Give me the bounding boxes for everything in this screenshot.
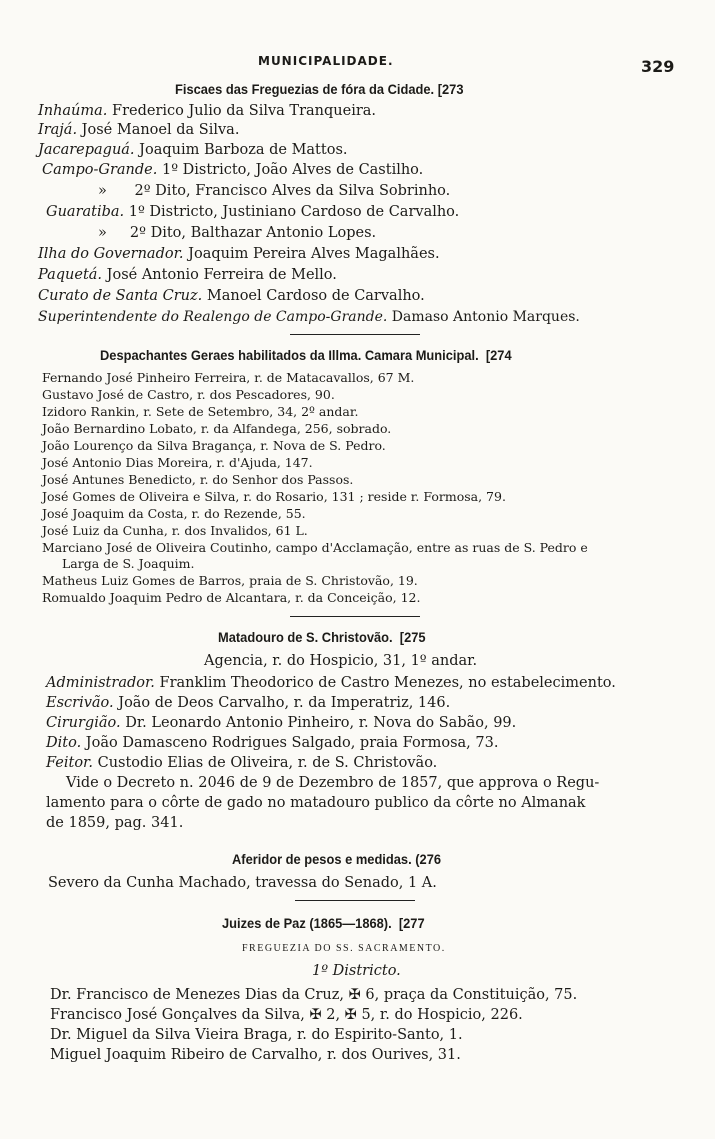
section-275-title: Matadouro de S. Christovão. [275 — [218, 629, 426, 645]
entry-273-9: Paquetá. José Antonio Ferreira de Mello. — [38, 267, 337, 283]
entry-275-4: Dito. João Damasceno Rodrigues Salgado, praia Formosa, 73. — [46, 735, 499, 751]
entry-275-1: Administrador. Franklim Theodorico de Castro Menezes, no estabelecimento. — [46, 675, 616, 691]
entry-274-7: José Antunes Benedicto, r. do Senhor dos Passos. — [42, 472, 354, 487]
section-274-number: [274 — [485, 347, 512, 363]
page-number: 329 — [641, 57, 675, 76]
section-273-number: [273 — [437, 81, 464, 97]
entry-275-3: Cirurgião. Dr. Leonardo Antonio Pinheiro, r. Nova do Sabão, 99. — [46, 715, 517, 731]
section-274-title: Despachantes Geraes habilitados da Illma. Camara Municipal. [274 — [100, 347, 512, 363]
entry-273-4: Campo-Grande. 1º Districto, João Alves de Castilho. — [42, 162, 424, 178]
entry-274-11: Marciano José de Oliveira Coutinho, campo d'Acclamação, entre as ruas de S. Pedro e — [42, 540, 588, 555]
entry-275-5: Feitor. Custodio Elias de Oliveira, r. de S. Christovão. — [46, 755, 438, 771]
entry-273-8: Ilha do Governador. Joaquim Pereira Alves Magalhães. — [38, 246, 440, 262]
divider-1 — [290, 334, 420, 335]
entry-273-2: Irajá. José Manoel da Silva. — [38, 122, 240, 138]
parish-heading: FREGUEZIA DO SS. SACRAMENTO. — [242, 943, 446, 954]
note-275-line-1: Vide o Decreto n. 2046 de 9 de Dezembro de 1857, que approva o Regu- — [66, 775, 600, 791]
entry-274-2: Gustavo José de Castro, r. dos Pescadores, 90. — [42, 387, 335, 402]
section-276-title: Aferidor de pesos e medidas. (276 — [232, 851, 442, 867]
entry-277-1: Dr. Francisco de Menezes Dias da Cruz, ✠ 6, praça da Constituição, 75. — [50, 987, 578, 1003]
entry-277-4: Miguel Joaquim Ribeiro de Carvalho, r. dos Ourives, 31. — [50, 1047, 461, 1063]
entry-277-3: Dr. Miguel da Silva Vieira Braga, r. do Espirito-Santo, 1. — [50, 1027, 463, 1043]
entry-274-10: José Luiz da Cunha, r. dos Invalidos, 61 L. — [42, 523, 308, 538]
entry-274-6: José Antonio Dias Moreira, r. d'Ajuda, 147. — [42, 455, 313, 470]
entry-273-3: Jacarepaguá. Joaquim Barboza de Mattos. — [38, 142, 348, 158]
section-277-title: Juizes de Paz (1865—1868). [277 — [222, 915, 425, 931]
entry-274-1: Fernando José Pinheiro Ferreira, r. de Matacavallos, 67 M. — [42, 370, 415, 385]
entry-276-1: Severo da Cunha Machado, travessa do Senado, 1 A. — [48, 875, 437, 891]
entry-274-8: José Gomes de Oliveira e Silva, r. do Rosario, 131 ; reside r. Formosa, 79. — [42, 489, 506, 504]
running-title: MUNICIPALIDADE. — [258, 54, 394, 68]
district-heading: 1º Districto. — [312, 963, 401, 979]
entry-274-3: Izidoro Rankin, r. Sete de Setembro, 34, 2º andar. — [42, 404, 359, 419]
section-277-number: [277 — [398, 915, 425, 931]
entry-274-13: Romualdo Joaquim Pedro de Alcantara, r. da Conceição, 12. — [42, 590, 421, 605]
section-276-number: (276 — [415, 851, 442, 867]
note-275-line-2: lamento para o côrte de gado no matadouro publico da côrte no Almanak — [46, 795, 586, 811]
entry-274-12: Matheus Luiz Gomes de Barros, praia de S. Christovão, 19. — [42, 573, 418, 588]
entry-273-6: Guaratiba. 1º Districto, Justiniano Cardoso de Carvalho. — [46, 204, 460, 220]
note-275-line-3: de 1859, pag. 341. — [46, 815, 184, 831]
section-273-title: Fiscaes das Freguezias de fóra da Cidade. [273 — [175, 81, 464, 97]
entry-274-9: José Joaquim da Costa, r. do Rezende, 55. — [42, 506, 306, 521]
entry-273-1: Inhaúma. Frederico Julio da Silva Tranqueira. — [38, 103, 377, 119]
entry-274-5: João Lourenço da Silva Bragança, r. Nova de S. Pedro. — [42, 438, 386, 453]
divider-3 — [295, 900, 415, 901]
section-275-number: [275 — [399, 629, 426, 645]
entry-273-10: Curato de Santa Cruz. Manoel Cardoso de Carvalho. — [38, 288, 425, 304]
entry-273-11: Superintendente do Realengo de Campo-Grande. Damaso Antonio Marques. — [38, 309, 580, 325]
section-275-subtitle: Agencia, r. do Hospicio, 31, 1º andar. — [204, 653, 478, 669]
entry-273-7: » 2º Dito, Balthazar Antonio Lopes. — [98, 225, 377, 241]
entry-273-5: » 2º Dito, Francisco Alves da Silva Sobrinho. — [98, 183, 451, 199]
entry-275-2: Escrivão. João de Deos Carvalho, r. da Imperatriz, 146. — [46, 695, 451, 711]
divider-2 — [290, 616, 420, 617]
entry-274-11-cont: Larga de S. Joaquim. — [62, 556, 195, 571]
entry-274-4: João Bernardino Lobato, r. da Alfandega, 256, sobrado. — [42, 421, 392, 436]
entry-277-2: Francisco José Gonçalves da Silva, ✠ 2, ✠ 5, r. do Hospicio, 226. — [50, 1007, 523, 1023]
